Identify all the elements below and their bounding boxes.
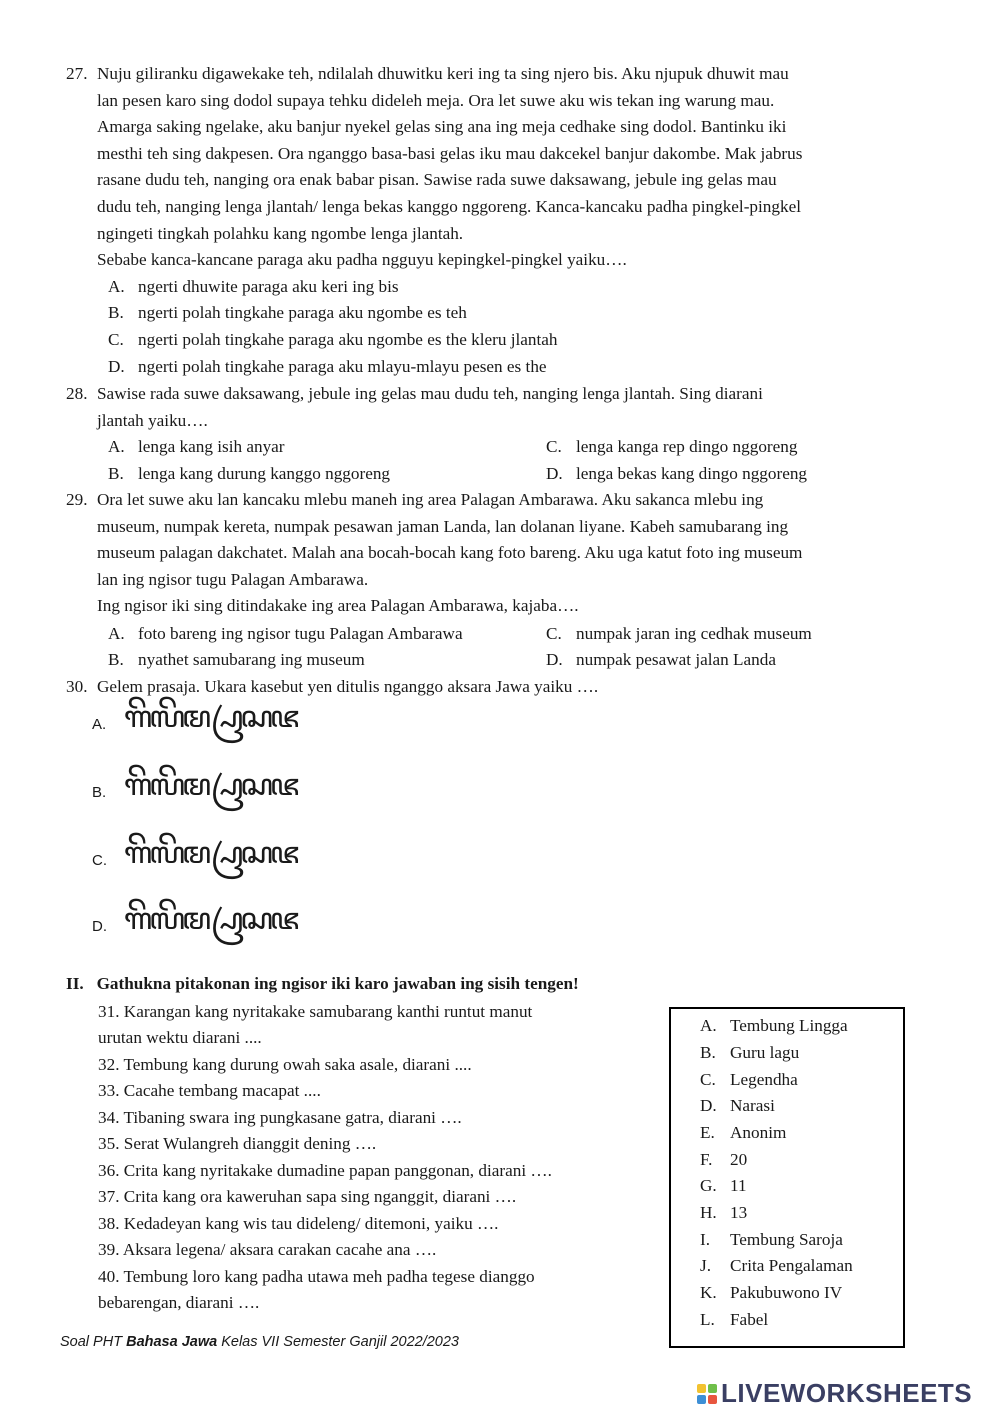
javanese-script-image: ꦒꦼꦭꦼꦩ꧀ꦥꦿꦱꦗ (124, 835, 297, 871)
answer-item[interactable]: F. 20 (700, 1150, 748, 1169)
question-number: 28. (66, 384, 88, 403)
matching-question-39: 39. Aksara legena/ aksara carakan cacahe ana …. (98, 1240, 437, 1259)
matching-question-31-cont: urutan wektu diarani .... (98, 1028, 262, 1047)
matching-question-40: 40. Tembung loro kang padha utawa meh padha tegese dianggo (98, 1267, 535, 1286)
answer-item[interactable]: L. Fabel (700, 1310, 769, 1329)
matching-question-36: 36. Crita kang nyritakake dumadine papan panggonan, diarani …. (98, 1161, 552, 1180)
question-28 (66, 381, 936, 434)
answer-option[interactable]: B. lenga kang durung kanggo nggoreng (108, 464, 391, 483)
matching-question-38: 38. Kedadeyan kang wis tau dideleng/ ditemoni, yaiku …. (98, 1214, 499, 1233)
answer-option[interactable]: A. ngerti dhuwite paraga aku keri ing bis (108, 277, 399, 296)
javanese-option-a[interactable]: A. ꦒꦼꦭꦼꦩ꧀ꦥꦿꦱꦗ (92, 704, 297, 744)
matching-question-40-cont: bebarengan, diarani …. (98, 1293, 260, 1312)
question-number: 30. (66, 677, 88, 696)
matching-question-34: 34. Tibaning swara ing pungkasane gatra, diarani …. (98, 1108, 462, 1127)
answer-option[interactable]: B. nyathet samubarang ing museum (108, 650, 365, 669)
answer-option[interactable]: D. ngerti polah tingkahe paraga aku mlayu-mlayu pesen es the (108, 357, 547, 376)
answer-option[interactable]: B. ngerti polah tingkahe paraga aku ngombe es teh (108, 303, 467, 322)
question-line: Ora let suwe aku lan kancaku mlebu maneh ing area Palagan Ambarawa. Aku sakanca mlebu ing (97, 490, 764, 509)
matching-question-37: 37. Crita kang ora kaweruhan sapa sing nganggit, diarani …. (98, 1187, 517, 1206)
matching-question-35: 35. Serat Wulangreh dianggit dening …. (98, 1134, 377, 1153)
answer-item[interactable]: D. Narasi (700, 1096, 775, 1115)
question-line: lan ing ngisor tugu Palagan Ambarawa. (97, 569, 369, 589)
javanese-option-b[interactable]: B. ꦒꦼꦭꦼꦩ꧀ꦥꦿꦱꦗ (92, 772, 297, 812)
answer-item[interactable]: J. Crita Pengalaman (700, 1256, 853, 1275)
answer-option[interactable]: C. ngerti polah tingkahe paraga aku ngombe es the kleru jlantah (108, 330, 558, 349)
answer-option[interactable]: D. lenga bekas kang dingo nggoreng (546, 464, 808, 483)
question-prompt: Gelem prasaja. Ukara kasebut yen ditulis nganggo aksara Jawa yaiku …. (97, 677, 599, 696)
javanese-script-image: ꦒꦼꦭꦼꦩ꧀ꦥꦿꦱꦗ (124, 767, 297, 803)
footer: Soal PHT Bahasa Jawa Kelas VII Semester Ganjil 2022/2023 (60, 1334, 459, 1350)
answer-option[interactable]: A. lenga kang isih anyar (108, 437, 285, 456)
question-line: mesthi teh sing dakpesen. Ora nganggo basa-basi gelas iku mau dakcekel banjur dakombe. Mak jabrus (97, 143, 803, 163)
question-line: museum palagan dakchatet. Malah ana bocah-bocah kang foto bareng. Aku uga katut foto ing museum (97, 543, 803, 563)
javanese-option-d[interactable]: D. ꦒꦼꦭꦼꦩ꧀ꦥꦿꦱꦗ (92, 906, 297, 946)
matching-question-31: 31. Karangan kang nyritakake samubarang kanthi runtut manut (98, 1002, 533, 1021)
liveworksheets-logo: LIVEWORKSHEETS (697, 1378, 972, 1409)
matching-question-33: 33. Cacahe tembang macapat .... (98, 1081, 321, 1100)
answer-option[interactable]: D. numpak pesawat jalan Landa (546, 650, 776, 669)
answer-item[interactable]: E. Anonim (700, 1123, 787, 1142)
question-line: Nuju giliranku digawekake teh, ndilalah dhuwitku keri ing ta sing njero bis. Aku njupuk dhuwit mau (97, 64, 789, 83)
question-line: dudu teh, nanging lenga jlantah/ lenga bekas kanggo nggoreng. Kanca-kancaku padha pingkel-pingkel (97, 196, 801, 216)
javanese-script-image: ꦒꦼꦭꦼꦩ꧀ꦥꦿꦱꦗ (124, 699, 297, 735)
answer-item[interactable]: H. 13 (700, 1203, 748, 1222)
answer-item[interactable]: K. Pakubuwono IV (700, 1283, 843, 1302)
section-heading: II. Gathukna pitakonan ing ngisor iki karo jawaban ing sisih tengen! (66, 974, 579, 993)
answer-option[interactable]: C. numpak jaran ing cedhak museum (546, 624, 812, 643)
question-27 (66, 61, 936, 274)
answer-option[interactable]: A. foto bareng ing ngisor tugu Palagan Ambarawa (108, 624, 463, 643)
question-29 (66, 487, 936, 620)
liveworksheets-logo-icon (697, 1384, 717, 1404)
question-line: ngingeti tingkah polahku kang ngombe lenga jlantah. (97, 223, 464, 243)
answer-item[interactable]: I. Tembung Saroja (700, 1230, 843, 1249)
javanese-option-c[interactable]: C. ꦒꦼꦭꦼꦩ꧀ꦥꦿꦱꦗ (92, 840, 297, 880)
answer-item[interactable]: G. 11 (700, 1176, 747, 1195)
question-prompt: Ing ngisor iki sing ditindakake ing area Palagan Ambarawa, kajaba…. (97, 596, 579, 616)
question-line: Amarga saking ngelake, aku banjur nyekel gelas sing ana ing meja cedhake sing dodol. Bantinku iki (97, 117, 787, 137)
question-line: jlantah yaiku…. (97, 410, 208, 430)
question-line: Sawise rada suwe daksawang, jebule ing gelas mau dudu teh, nanging lenga jlantah. Sing diarani (97, 384, 763, 403)
question-line: museum, numpak kereta, numpak pesawan jaman Landa, lan dolanan liyane. Kabeh samubarang ing (97, 516, 789, 536)
matching-question-32: 32. Tembung kang durung owah saka asale, diarani .... (98, 1055, 472, 1074)
javanese-script-image: ꦒꦼꦭꦼꦩ꧀ꦥꦿꦱꦗ (124, 901, 297, 937)
question-number: 29. (66, 490, 88, 509)
question-line: rasane dudu teh, nanging ora enak babar pisan. Sawise rada suwe daksawang, jebule ing gelas mau (97, 170, 777, 190)
question-number: 27. (66, 64, 88, 83)
answer-item[interactable]: C. Legendha (700, 1070, 798, 1089)
answer-item[interactable]: B. Guru lagu (700, 1043, 800, 1062)
answer-option[interactable]: C. lenga kanga rep dingo nggoreng (546, 437, 798, 456)
question-line: lan pesen karo sing dodol supaya tehku dideleh meja. Ora let suwe aku wis tekan ing warung mau. (97, 90, 775, 110)
answer-item[interactable]: A. Tembung Lingga (700, 1016, 848, 1035)
question-prompt: Sebabe kanca-kancane paraga aku padha ngguyu kepingkel-pingkel yaiku…. (97, 250, 627, 270)
